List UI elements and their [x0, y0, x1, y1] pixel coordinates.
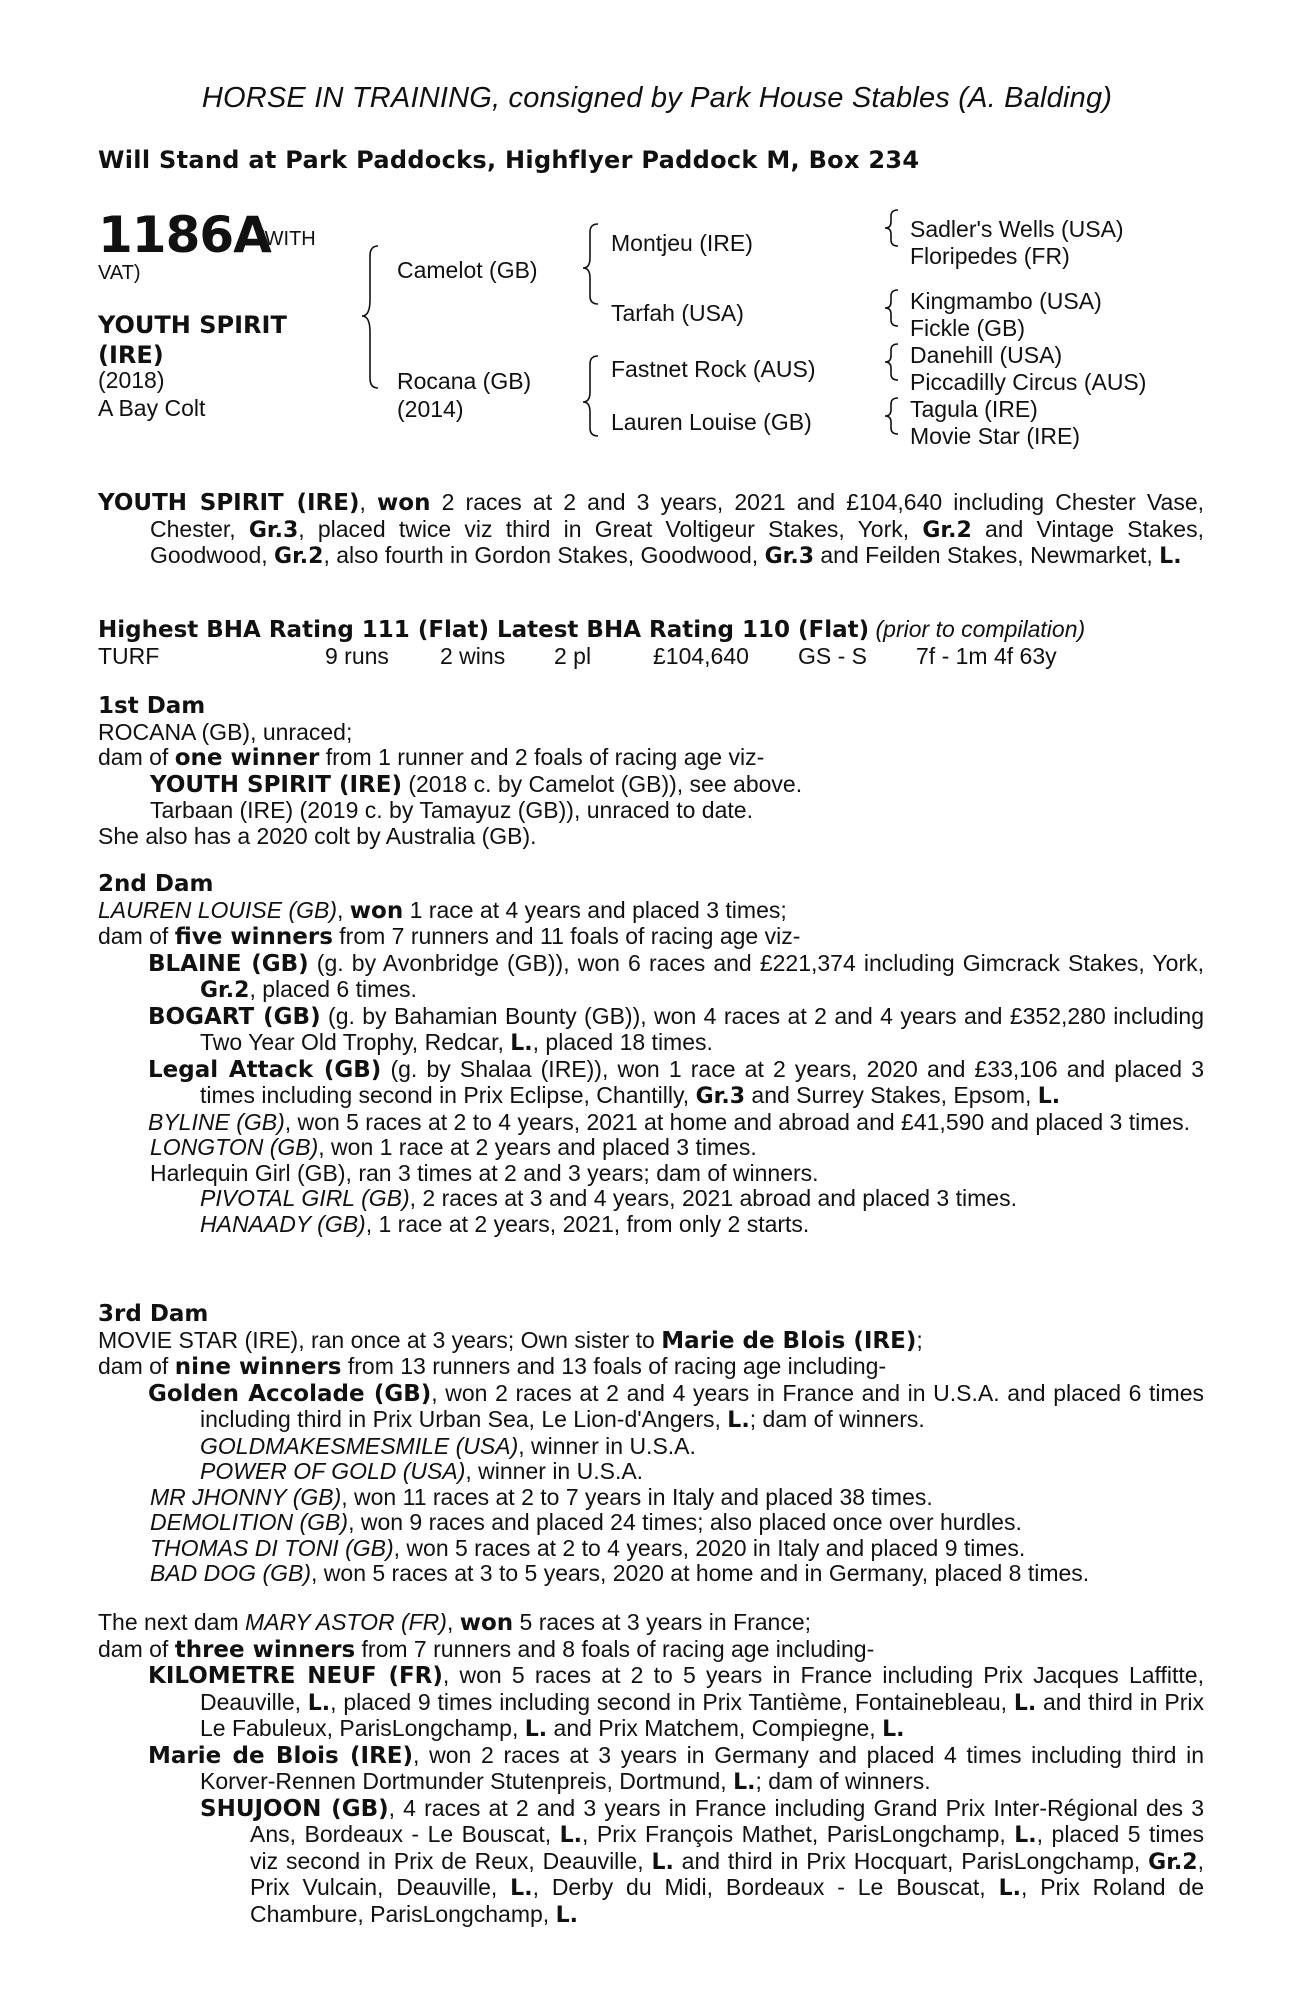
lot-number: 1186A	[98, 206, 271, 264]
text: , won 2 races at 2 and 4 years in France and in U.S.A. and placed 6 times including third in Prix Urban Sea, Le Lion-d'Angers,	[200, 1379, 1204, 1432]
pedigree-dam-dam: Lauren Louise (GB)	[611, 409, 812, 435]
first-dam-line-1: ROCANA (GB), unraced;	[98, 718, 353, 745]
progeny-name: PIVOTAL GIRL (GB)	[200, 1185, 410, 1211]
text: and Surrey Stakes, Epsom,	[745, 1082, 1038, 1108]
rating-text: Highest BHA Rating 111 (Flat) Latest BHA Rating 110 (Flat)	[98, 617, 870, 643]
record-surface: TURF	[98, 642, 160, 669]
text: ,	[337, 896, 350, 923]
progeny-pivotal-girl	[98, 1186, 1204, 1212]
pedigree-g1: Sadler's Wells (USA)	[910, 216, 1124, 242]
won-label: won	[349, 897, 404, 924]
text: (g. by Avonbridge (GB)), won 6 races and £221,374 including Gimcrack Stakes, York,	[308, 949, 1204, 976]
text: 1 race at 4 years and placed 3 times;	[403, 896, 787, 923]
text: from 7 runners and 11 foals of racing age viz-	[332, 923, 801, 949]
first-dam-line-3	[98, 772, 1204, 799]
grade: L.	[1014, 1823, 1037, 1848]
second-dam-line-1	[98, 898, 1204, 925]
progeny-name: MR JHONNY (GB)	[150, 1483, 342, 1510]
progeny-blaine	[98, 951, 1204, 1004]
relative-name: Marie de Blois (IRE)	[661, 1327, 917, 1354]
text: , 1 race at 2 years, 2021, from only 2 starts.	[365, 1210, 810, 1237]
progeny-harlequin: Harlequin Girl (GB), ran 3 times at 2 and 3 years; dam of winners.	[150, 1159, 819, 1186]
pedigree-dam-year: (2014)	[397, 396, 464, 422]
text: from 13 runners and 13 foals of racing age including-	[341, 1353, 887, 1379]
progeny-name: KILOMETRE NEUF (FR)	[148, 1663, 443, 1689]
grade: L.	[1013, 1690, 1037, 1716]
progeny-name: BAD DOG (GB)	[150, 1560, 312, 1586]
horse-description: A Bay Colt	[98, 395, 206, 421]
summary-text-2: , placed twice viz third in Great Voltigeur Stakes, York,	[298, 515, 923, 542]
text: ,	[446, 1609, 460, 1635]
grade: Gr.2	[200, 978, 250, 1003]
pedigree-g3: Kingmambo (USA)	[910, 288, 1102, 314]
text: dam of	[98, 923, 175, 949]
text: , Derby du Midi, Bordeaux - Le Bouscat,	[532, 1874, 999, 1900]
grade: L.	[998, 1876, 1021, 1901]
progeny-legal-attack	[98, 1057, 1204, 1110]
progeny-power-of-gold	[98, 1459, 1204, 1485]
text: , won 5 races at 2 to 4 years, 2021 at home and abroad and £41,590 and placed 3 times.	[284, 1108, 1191, 1135]
text: and third in Prix Le Fabuleux, ParisLongchamp,	[200, 1688, 1204, 1741]
text: , won 11 races at 2 to 7 years in Italy and placed 38 times.	[341, 1483, 933, 1510]
grade: L.	[307, 1690, 331, 1716]
summary-won: won	[377, 490, 431, 516]
second-dam-heading: 2nd Dam	[98, 871, 214, 897]
first-dam-line-4: Tarbaan (IRE) (2019 c. by Tamayuz (GB)), unraced to date.	[150, 797, 753, 823]
text: , won 9 races and placed 24 times; also placed once over hurdles.	[348, 1509, 1022, 1535]
progeny-name: DEMOLITION (GB)	[150, 1509, 349, 1535]
text: (g. by Shalaa (IRE)), won 1 race at 2 years, 2020 and £33,106 and placed 3 times including second in Prix Eclipse, Chantilly,	[200, 1055, 1205, 1108]
rating-section	[98, 617, 1204, 670]
second-dam-line-2	[98, 924, 1204, 951]
rating-note: (prior to compilation)	[875, 616, 1086, 642]
progeny-shujoon	[98, 1796, 1204, 1929]
summary-listed: L.	[1159, 544, 1182, 569]
first-dam-section	[98, 694, 1204, 849]
grade: L.	[510, 1031, 533, 1056]
text: , Prix Roland de Chambure, ParisLongchamp,	[250, 1874, 1205, 1927]
pedigree-g5: Danehill (USA)	[910, 342, 1063, 368]
progeny-name: BOGART (GB)	[148, 1003, 321, 1030]
text: ;	[916, 1326, 923, 1353]
progeny-goldmakesmesmile	[98, 1434, 1204, 1460]
text: , placed 6 times.	[249, 976, 417, 1002]
text: and third in Prix Hocquart, ParisLongchamp,	[673, 1847, 1149, 1874]
progeny-name: YOUTH SPIRIT (IRE)	[150, 771, 402, 798]
text: , 2 races at 3 and 4 years, 2021 abroad and placed 3 times.	[409, 1185, 1017, 1211]
progeny-name: SHUJOON (GB)	[200, 1795, 389, 1822]
grade: L.	[651, 1849, 674, 1875]
pedigree-g2: Floripedes (FR)	[910, 243, 1070, 269]
text: , won 5 races at 2 to 4 years, 2020 in Italy and placed 9 times.	[393, 1534, 1026, 1561]
dam-name: MARY ASTOR (FR)	[245, 1609, 447, 1635]
grade: L.	[559, 1823, 582, 1848]
text: from 1 runner and 2 foals of racing age viz-	[319, 744, 765, 770]
text: , Prix Vulcain, Deauville,	[250, 1847, 1204, 1900]
summary-grade-1: Gr.3	[248, 517, 299, 543]
rating-line	[98, 617, 1204, 644]
record-wins: 2 wins	[440, 642, 506, 669]
text: , won 5 races at 2 to 5 years in France including Prix Jacques Laffitte, Deauville,	[200, 1662, 1204, 1715]
text: , won 5 races at 3 to 5 years, 2020 at home and in Germany, placed 8 times.	[311, 1560, 1090, 1586]
third-dam-line-2	[98, 1354, 1204, 1381]
race-record-row	[98, 644, 1204, 670]
progeny-golden-accolade	[98, 1381, 1204, 1434]
pedigree-sire: Camelot (GB)	[397, 257, 538, 283]
record-going: GS - S	[798, 642, 868, 669]
grade: L.	[733, 1770, 756, 1795]
progeny-name: POWER OF GOLD (USA)	[200, 1458, 466, 1484]
text: , winner in U.S.A.	[518, 1432, 696, 1459]
horse-name: YOUTH SPIRIT (IRE)	[98, 311, 287, 369]
winner-count: five winners	[174, 924, 333, 950]
next-dam-section	[98, 1610, 1204, 1928]
text: from 7 runners and 8 foals of racing age including-	[355, 1635, 875, 1662]
vat-note-part1: (WITH	[258, 228, 316, 250]
text: , won 1 race at 2 years and placed 3 times.	[318, 1134, 757, 1160]
grade: Gr.3	[695, 1084, 746, 1109]
grade: L.	[510, 1876, 533, 1901]
winner-count: three winners	[174, 1636, 356, 1663]
vat-note-part2: VAT)	[98, 262, 141, 284]
progeny-longton	[98, 1135, 1204, 1161]
summary-text-1: 2 races at 2 and 3 years, 2021 and £104,640 including Chester Vase, Chester,	[150, 489, 1205, 542]
page-title: HORSE IN TRAINING, consigned by Park House Stables (A. Balding)	[201, 82, 1113, 114]
winner-count: nine winners	[174, 1354, 342, 1380]
pedigree-g7: Tagula (IRE)	[910, 396, 1038, 422]
pedigree-dam-sire: Fastnet Rock (AUS)	[611, 356, 816, 382]
progeny-marie-de-blois	[98, 1743, 1204, 1796]
next-dam-line-1	[98, 1610, 1204, 1637]
progeny-hanaady	[98, 1212, 1204, 1238]
pedigree-g6: Piccadilly Circus (AUS)	[910, 369, 1147, 395]
progeny-name: Legal Attack (GB)	[148, 1056, 382, 1083]
progeny-name: HANAADY (GB)	[200, 1210, 366, 1237]
pedigree-sire-dam: Tarfah (USA)	[611, 300, 744, 326]
progeny-name: LONGTON (GB)	[150, 1134, 319, 1160]
summary-paragraph: YOUTH SPIRIT (IRE), won 2 races at 2 and 3 years, 2021 and £104,640 including Chester Vase, Chester, Gr.3, placed twice viz third in Great Voltigeur Stakes, York, Gr.2 and Vintage Stakes, Goodwood, Gr.2, also fourth in Gordon Stakes, Goodwood, Gr.3 and Feilden Stakes, Newmarket, L.	[98, 489, 1205, 569]
progeny-byline	[98, 1110, 1204, 1136]
summary-grade-3: Gr.2	[274, 544, 324, 569]
text: The next dam	[98, 1609, 246, 1635]
text: (g. by Bahamian Bounty (GB)), won 4 races at 2 and 4 years and £352,280 including Two Year Old Trophy, Redcar,	[200, 1002, 1204, 1055]
text: 5 races at 3 years in France;	[513, 1609, 812, 1635]
text: , Prix François Mathet, ParisLongchamp,	[582, 1821, 1015, 1847]
third-dam-section	[98, 1302, 1204, 1587]
record-distance: 7f - 1m 4f 63y	[916, 642, 1057, 669]
won-label: won	[459, 1610, 514, 1636]
text: ; dam of winners.	[755, 1768, 931, 1794]
summary-text-5: and Feilden Stakes, Newmarket,	[814, 542, 1160, 568]
text: , 4 races at 2 and 3 years in France including Grand Prix Inter-Régional des 3 Ans, Bordeaux - Le Bouscat,	[250, 1794, 1205, 1847]
grade: L.	[555, 1902, 578, 1928]
text: , placed 5 times viz second in Prix de Reux, Deauville,	[250, 1821, 1204, 1874]
text: and Prix Matchem, Compiegne,	[547, 1715, 883, 1741]
text: , placed 9 times including second in Prix Tantième, Fontainebleau,	[330, 1688, 1014, 1715]
text: MOVIE STAR (IRE), ran once at 3 years; Own sister to	[98, 1326, 662, 1353]
text: ; dam of winners.	[749, 1406, 925, 1432]
first-dam-line-2	[98, 745, 1204, 772]
text: , winner in U.S.A.	[465, 1458, 644, 1484]
progeny-kilometre-neuf	[98, 1663, 1204, 1743]
grade: L.	[727, 1408, 750, 1433]
horse-year: (2018)	[98, 367, 165, 393]
text: dam of	[98, 744, 175, 770]
record-earnings: £104,640	[653, 642, 749, 669]
progeny-mr-jhonny	[98, 1485, 1204, 1511]
summary-text-4: , also fourth in Gordon Stakes, Goodwood,	[323, 542, 765, 568]
text: , placed 18 times.	[532, 1029, 713, 1055]
summary-text-3: and Vintage Stakes, Goodwood,	[150, 515, 1204, 568]
progeny-name: BLAINE (GB)	[148, 950, 309, 977]
grade: Gr.2	[1148, 1849, 1198, 1875]
second-dam-section	[98, 872, 1204, 1237]
record-runs: 9 runs	[325, 642, 389, 669]
next-dam-line-2	[98, 1637, 1204, 1664]
summary-grade-2: Gr.2	[922, 517, 972, 543]
progeny-name: Marie de Blois (IRE)	[148, 1742, 414, 1769]
pedigree-dam: Rocana (GB)	[397, 368, 532, 394]
text: dam of	[98, 1353, 175, 1379]
progeny-bogart	[98, 1004, 1204, 1057]
third-dam-heading: 3rd Dam	[98, 1301, 209, 1327]
grade: L.	[1037, 1084, 1061, 1109]
text: dam of	[98, 1635, 175, 1662]
progeny-name: THOMAS DI TONI (GB)	[150, 1534, 394, 1561]
summary-name: YOUTH SPIRIT (IRE)	[98, 490, 360, 516]
progeny-name: BYLINE (GB)	[148, 1108, 285, 1135]
progeny-name: GOLDMAKESMESMILE (USA)	[200, 1432, 519, 1459]
pedigree-g4: Fickle (GB)	[910, 315, 1025, 341]
dam-name: LAUREN LOUISE (GB)	[98, 896, 337, 923]
pedigree-g8: Movie Star (IRE)	[910, 423, 1080, 449]
progeny-name: Golden Accolade (GB)	[148, 1380, 432, 1407]
horse-summary	[98, 490, 1204, 570]
grade: L.	[882, 1717, 905, 1742]
text: , won 2 races at 3 years in Germany and placed 4 times including third in Korver-Rennen Dortmunder Stutenpreis, Dortmund,	[200, 1741, 1204, 1794]
progeny-thomas-di-toni	[98, 1536, 1204, 1562]
text: (2018 c. by Camelot (GB)), see above.	[401, 770, 803, 797]
first-dam-line-5: She also has a 2020 colt by Australia (GB).	[98, 822, 537, 849]
pedigree-sire-sire: Montjeu (IRE)	[611, 230, 753, 256]
third-dam-line-1	[98, 1328, 1204, 1355]
record-placed: 2 pl	[554, 642, 592, 669]
progeny-bad-dog	[98, 1561, 1204, 1587]
first-dam-heading: 1st Dam	[98, 693, 206, 719]
summary-grade-4: Gr.3	[764, 544, 814, 569]
stand-location: Will Stand at Park Paddocks, Highflyer Paddock M, Box 234	[98, 146, 920, 174]
progeny-demolition	[98, 1510, 1204, 1536]
winner-count: one winner	[174, 745, 320, 771]
grade: L.	[524, 1717, 548, 1742]
